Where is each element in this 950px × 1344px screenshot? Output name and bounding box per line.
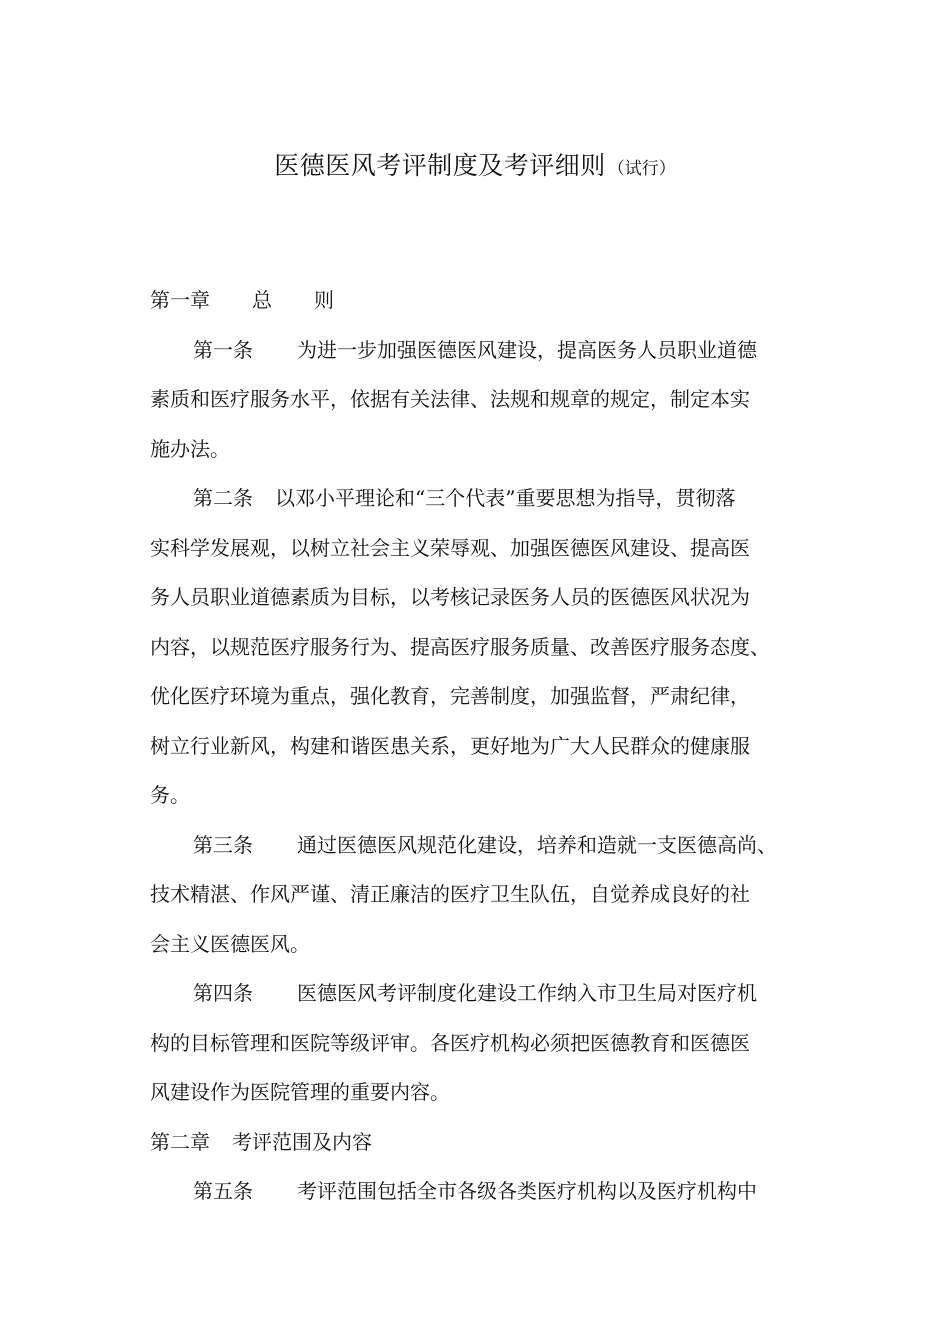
paragraph-line: 务人员职业道德素质为目标，以考核记录医务人员的医德医风状况为 [150, 585, 750, 609]
paragraph-line: 优化医疗环境为重点，强化教育，完善制度，加强监督，严肃纪律， [150, 684, 750, 708]
document-title [0, 146, 950, 182]
article-first-line [150, 335, 810, 385]
paragraph-line: 构的目标管理和医院等级评审。各医疗机构必须把医德教育和医德医 [150, 1030, 750, 1055]
chapter-label: 第二章 [150, 1129, 210, 1154]
paragraph-line: 树立行业新风，构建和谐医患关系，更好地为广大人民群众的健康服 [150, 733, 750, 758]
paragraph-line: 施办法。 [150, 436, 230, 461]
paragraph-line: 考评范围包括全市各级各类医疗机构以及医疗机构中 [297, 1179, 757, 1203]
chapter-title-part: 总 [252, 288, 272, 312]
article-label: 第一条 [193, 337, 253, 362]
article-label: 第三条 [193, 832, 253, 857]
paragraph-line: 会主义医德医风。 [150, 931, 310, 956]
chapter-heading [150, 285, 810, 335]
article-first-line [150, 978, 810, 1028]
paragraph-line: 素质和医疗服务水平，依据有关法律、法规和规章的规定，制定本实 [150, 387, 750, 411]
title-main: 医德医风考评制度及考评细则 [274, 151, 606, 180]
article-label: 第四条 [193, 981, 253, 1005]
paragraph-line: 内容，以规范医疗服务行为、提高医疗服务质量、改善医疗服务态度、 [150, 634, 770, 659]
article-first-line [150, 830, 810, 880]
title-note: （试行） [607, 159, 676, 179]
article-label: 第二条 [193, 486, 253, 510]
chapter-heading [150, 1127, 810, 1177]
chapter-title-part: 则 [314, 288, 334, 312]
paragraph-line: 技术精湛、作风严谨、清正廉洁的医疗卫生队伍，自觉养成良好的社 [150, 882, 750, 906]
chapter-label: 第一章 [150, 288, 210, 312]
paragraph-line: 以邓小平理论和“三个代表”重要思想为指导，贯彻落 [275, 486, 736, 510]
paragraph-line: 风建设作为医院管理的重要内容。 [150, 1080, 450, 1104]
paragraph-line: 为进一步加强医德医风建设，提高医务人员职业道德 [297, 337, 757, 362]
paragraph-line: 医德医风考评制度化建设工作纳入市卫生局对医疗机 [297, 981, 757, 1005]
paragraph-line: 实科学发展观，以树立社会主义荣辱观、加强医德医风建设、提高医 [150, 535, 750, 560]
article-first-line [150, 483, 810, 533]
article-label: 第五条 [193, 1179, 253, 1203]
paragraph-line: 通过医德医风规范化建设，培养和造就一支医德高尚、 [297, 832, 777, 857]
paragraph-line: 务。 [150, 783, 190, 807]
document-body [150, 285, 810, 1226]
chapter-title: 考评范围及内容 [232, 1129, 372, 1154]
article-first-line [150, 1176, 810, 1226]
